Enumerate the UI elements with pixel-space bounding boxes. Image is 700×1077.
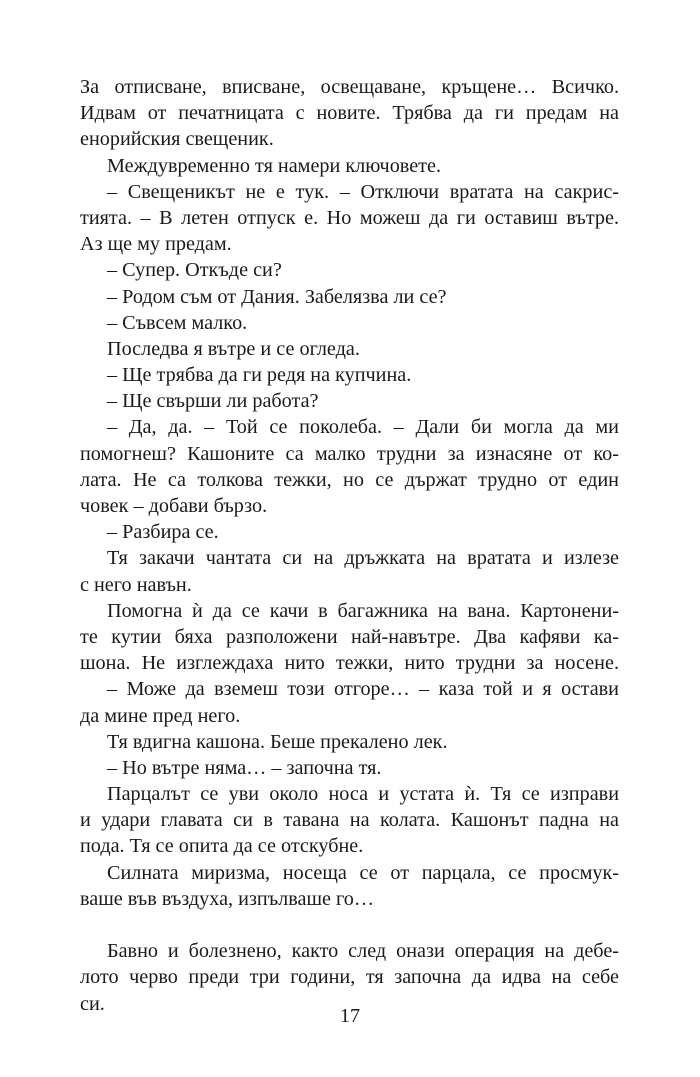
text-line: – Но вътре няма… – започна тя. — [107, 756, 382, 779]
text-line: – Да, да. – Той се поколеба. – Дали би могла да ми — [107, 416, 619, 439]
text-line: лото черво преди три години, тя започна да идва на себе — [80, 966, 619, 989]
text-line: Идвам от печатницата с новите. Трябва да ги предам на — [80, 102, 619, 125]
text-line: Бавно и болезнено, както след онази операция на дебе- — [107, 940, 619, 963]
text-line: си. — [80, 992, 105, 1015]
text-line: – Разбира се. — [107, 521, 219, 544]
text-line: Силната миризма, носеща се от парцала, се просмук- — [107, 861, 619, 884]
text-line: Последва я вътре и се огледа. — [107, 337, 360, 360]
text-line: – Свещеникът не е тук. – Отключи вратата на сакрис- — [107, 180, 619, 203]
text-line: – Супер. Откъде си? — [107, 259, 282, 282]
text-line: Тя закачи чантата си на дръжката на вратата и излезе — [107, 547, 619, 570]
text-line: тията. – В летен отпуск е. Но можеш да ги оставиш вътре. — [80, 206, 619, 229]
text-line: и удари главата си в тавана на колата. Кашонът падна на — [80, 809, 619, 832]
text-line: Аз ще му предам. — [80, 233, 232, 256]
text-line: Парцалът се уви около носа и устата ѝ. Тя се изправи — [107, 783, 619, 806]
text-line: – Родом съм от Дания. Забелязва ли се? — [107, 285, 447, 308]
text-line: Помогна ѝ да се качи в багажника на вана. Картонени- — [107, 599, 619, 622]
text-line: те кутии бяха разположени най-навътре. Два кафяви ка- — [80, 625, 619, 648]
text-line: човек – добави бързо. — [80, 495, 268, 517]
text-line: – Съвсем малко. — [107, 311, 248, 334]
text-line: – Ще свърши ли работа? — [107, 390, 319, 413]
text-line: да мине пред него. — [80, 704, 241, 727]
paragraph-gap — [80, 912, 619, 938]
text-line: – Може да вземеш този отгоре… – каза той и я остави — [107, 678, 619, 701]
text-line: За отписване, вписване, освещаване, кръщене… Всичко. — [80, 76, 619, 98]
text-line: с него навън. — [80, 573, 192, 596]
text-line: лата. Не са толкова тежки, но се държат трудно от един — [80, 468, 619, 491]
page-number: 17 — [339, 1005, 361, 1027]
text-line: Междувременно тя намери ключовете. — [107, 154, 441, 177]
text-line: Тя вдигна кашона. Беше прекалено лек. — [107, 730, 448, 753]
text-line: – Ще трябва да ги редя на купчина. — [107, 364, 412, 387]
text-line: помогнеш? Кашоните са малко трудни за изнасяне от ко- — [80, 442, 619, 465]
text-line: шона. Не изглеждаха нито тежки, нито трудни за носене. — [80, 652, 619, 675]
text-line: ваше във въздуха, изпълваше го… — [80, 887, 375, 910]
text-line: пода. Тя се опита да се отскубне. — [80, 835, 364, 858]
text-line: енорийския свещеник. — [80, 128, 274, 151]
page-body-text — [80, 74, 619, 1017]
